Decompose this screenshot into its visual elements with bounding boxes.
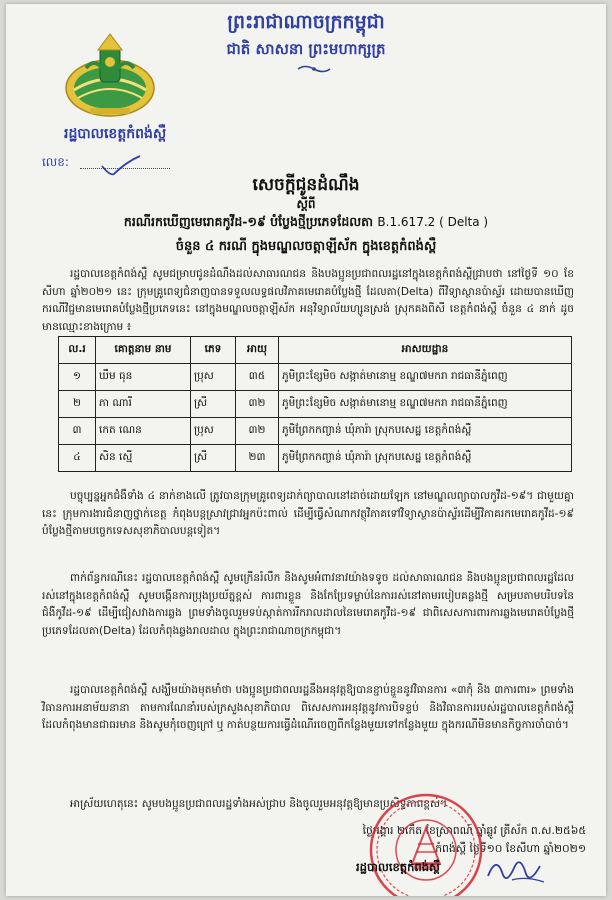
cell-address: ភូមិព្រះខ្សែមិច សង្កាត់មានោម្ម ខណ្ឌ៧មករា រាជធានីភ្នំពេញ [279, 391, 572, 418]
paragraph-treatment-text: បច្ចុប្បន្នអ្នកជំងឺទាំង ៤ នាក់ខាងលើ ត្រូវបានក្រុមគ្រូពេទ្យដាក់ព្យាបាលនៅដាច់ដោយឡែក នៅមណ្ឌលព្យាបាលកូវីដ-១៩។ ជាមួយគ្នានេះ ក្រុមការងារជំនាញថ្នាក់ខេត្ត កំពុងបន្តស្រាវជ្រាវអ្នកប៉ះពាល់ ដើម្បីធ្វើសំណាកវត្ថុវិភាគទៅវិទ្យាស្ថានប៉ាស្ទ័រដើម្បីវិភាគរកមេរោគកូវីដ-១៩ បំប្លែងថ្មីតាមបច្ចេកទេសសុខាភិបាលបន្តទៀត។ [42, 490, 574, 537]
document-about: ស្ដីពី [296, 197, 316, 211]
paragraph-intro-text: រដ្ឋបាលខេត្តកំពង់ស្ពឺ សូមជម្រាបជូនដំណឹងដល់សាធារណជន និងបងប្អូនប្រជាពលរដ្ឋនៅក្នុងខេត្តកំពង់ស្ពឺជ្រាបថា នៅថ្ងៃទី ១០ ខែសីហា ឆ្នាំ២០២១ នេះ ក្រុមគ្រូពេទ្យជំនាញបានទទួលលទ្ធផលវិភាគមេរោគបំប្លែងថ្មី ដែលតា(Delta) ពីវិទ្យាស្ថានប៉ាស្ទ័រ ដោយបានឃើញករណីវិជ្ជមានមេរោគបំប្លែងថ្មីប្រភេទនេះ នៅក្នុងមណ្ឌលចត្តាឡីស័ក អនុវិទ្យាល័យហ្សូនស្រង់ ស្រុកគងពិសី ខេត្តកំពង់ស្ពឺ ចំនួន ៤ នាក់ ដូចមានឈ្មោះខាងក្រោម ៖ [42, 268, 574, 333]
subject-text: ករណីរកឃើញមេរោគកូវីដ-១៩ បំប្លែងថ្មីប្រភេទដែលតា [123, 214, 374, 229]
col-header-name: គោត្តនាម នាម [96, 337, 191, 364]
cell-address: ភូមិព្រែកកញ្ចាន់ ឃុំភារ៉ា ស្រុកបសេដ្ឋ ខេត្តកំពង់ស្ពឺ [279, 445, 572, 472]
cell-age: ៣២ [236, 391, 279, 418]
cell-name: សិន ស្មើ [96, 445, 191, 472]
solar-date: កំពង់ស្ពឺ ថ្ងៃទី១០ ខែសីហា ឆ្នាំ២០២១ [435, 842, 586, 855]
paragraph-measures [42, 682, 574, 792]
table-header-row [59, 337, 572, 364]
reference-label: លេខ: [42, 155, 69, 169]
paragraph-closing [42, 796, 574, 816]
cell-no: ២ [59, 391, 96, 418]
cell-age: ៣២ [236, 418, 279, 445]
table-row [59, 418, 572, 445]
col-header-age: អាយុ [236, 337, 279, 364]
document-page [6, 4, 606, 896]
lunar-date: ថ្ងៃអង្គារ ២កើត ខែស្រាពណ៍ ឆ្នាំឆ្លូវ ត្រីស័ក ព.ស.២៥៦៥ [362, 824, 586, 837]
paragraph-treatment [42, 488, 574, 560]
paragraph-appeal-text: ពាក់ព័ន្ធករណីនេះ រដ្ឋបាលខេត្តកំពង់ស្ពឺ សូមក្រើនរំលឹក និងសូមអំពាវនាវយ៉ាងទទូច ដល់សាធារណជន និងបងប្អូនប្រជាពលរដ្ឋដែលរស់នៅក្នុងខេត្តកំពង់ស្ពឺ សូមបង្កើនការប្រុងប្រយ័ត្នខ្ពស់ ការពារខ្លួន និងកែប្រែទម្លាប់នៃការរស់នៅតាមរបៀបគន្លងថ្មី សម្របតាមបរិបទនៃជំងឺកូវីដ-១៩ ដើម្បីជៀសវាងការឆ្លង ព្រមទាំងចូលរួមទប់ស្កាត់ការរីករាលដាលនៃមេរោគកូវីដ-១៩ ជាពិសេសការពារការឆ្លងមេរោគបំប្លែងថ្មីប្រភេទដែលតា(Delta) ដែលកំពុងឆ្លងរាលដាល ក្នុងព្រះរាជាណាចក្រកម្ពុជា។ [42, 572, 574, 637]
cell-sex: ប្រុស [191, 418, 236, 445]
col-header-sex: ភេទ [191, 337, 236, 364]
issuer-name: រដ្ឋបាលខេត្តកំពង់ស្ពឺ [64, 126, 167, 142]
paragraph-appeal [42, 570, 574, 678]
signer-title: រដ្ឋបាលខេត្តកំពង់ស្ពឺ [356, 860, 440, 874]
cell-address: ភូមិព្រះខ្សែមិច សង្កាត់មានោម្ម ខណ្ឌ៧មករា រាជធានីភ្នំពេញ [279, 364, 572, 391]
table-row [59, 391, 572, 418]
cell-sex: ស្រី [191, 445, 236, 472]
document-title: សេចក្ដីជូនដំណឹង [252, 175, 360, 195]
kingdom-heading: ព្រះរាជាណាចក្រកម្ពុជា [227, 11, 385, 33]
cell-name: ឃឹម ធុន [96, 364, 191, 391]
subject-line-1 [6, 214, 606, 233]
ornament-icon [296, 64, 332, 74]
cell-sex: ស្រី [191, 391, 236, 418]
cell-no: ១ [59, 364, 96, 391]
cell-age: ៣៥ [236, 364, 279, 391]
handwritten-signature-icon [482, 846, 552, 896]
cell-no: ៤ [59, 445, 96, 472]
cases-table [58, 336, 572, 472]
col-header-no: ល.រ [59, 337, 96, 364]
col-header-address: អាសយដ្ឋាន [279, 337, 572, 364]
paragraph-closing-text: អាស្រ័យហេតុនេះ សូមបងប្អូនប្រជាពលរដ្ឋទាំងអស់ជ្រាប និងចូលរួមអនុវត្តឱ្យមានប្រសិទ្ធភាពខ្ពស់។ [70, 798, 448, 810]
table-row [59, 364, 572, 391]
paragraph-intro [42, 266, 574, 336]
subject-line-2: ចំនួន ៤ ករណី ក្នុងមណ្ឌលចត្តាឡីស័ក ក្នុងខេត្តកំពង់ស្ពឺ [175, 239, 437, 254]
cell-sex: ប្រុស [191, 364, 236, 391]
cell-name: កេត ណេន [96, 418, 191, 445]
cell-age: ២៣ [236, 445, 279, 472]
official-seal-icon [368, 792, 484, 896]
ministry-emblem-icon [60, 28, 160, 120]
variant-code: B.1.617.2 ( Delta ) [377, 215, 489, 229]
national-motto: ជាតិ សាសនា ព្រះមហាក្សត្រ [226, 40, 386, 58]
cell-name: ភា ណារី [96, 391, 191, 418]
paragraph-measures-text: រដ្ឋបាលខេត្តកំពង់ស្ពឺ សង្ឃឹមយ៉ាងមុតមាំថា បងប្អូនប្រជាពលរដ្ឋនឹងអនុវត្តឱ្យបានខ្ជាប់ខ្ជួននូវវិធានការ «៣កុំ និង ៣ការពារ» ព្រមទាំងវិធានការអនាម័យនានា តាមការណែនាំរបស់ក្រសួងសុខាភិបាល ពិសេសការអនុវត្តនូវការបិទខ្ទប់ និងវិធានការរបស់រដ្ឋបាលខេត្តកំពង់ស្ពឺ ដែលកំពុងមានជាធរមាន និងសូមកុំចេញក្រៅ ឬ កាត់បន្ថយការធ្វើដំណើរចេញពីកន្លែងមួយទៅកន្លែងមួយ ក្នុងករណីមិនមានកិច្ចការចាំបាច់។ [42, 684, 574, 731]
cell-address: ភូមិព្រែកកញ្ចាន់ ឃុំភារ៉ា ស្រុកបសេដ្ឋ ខេត្តកំពង់ស្ពឺ [279, 418, 572, 445]
cell-no: ៣ [59, 418, 96, 445]
table-row [59, 445, 572, 472]
